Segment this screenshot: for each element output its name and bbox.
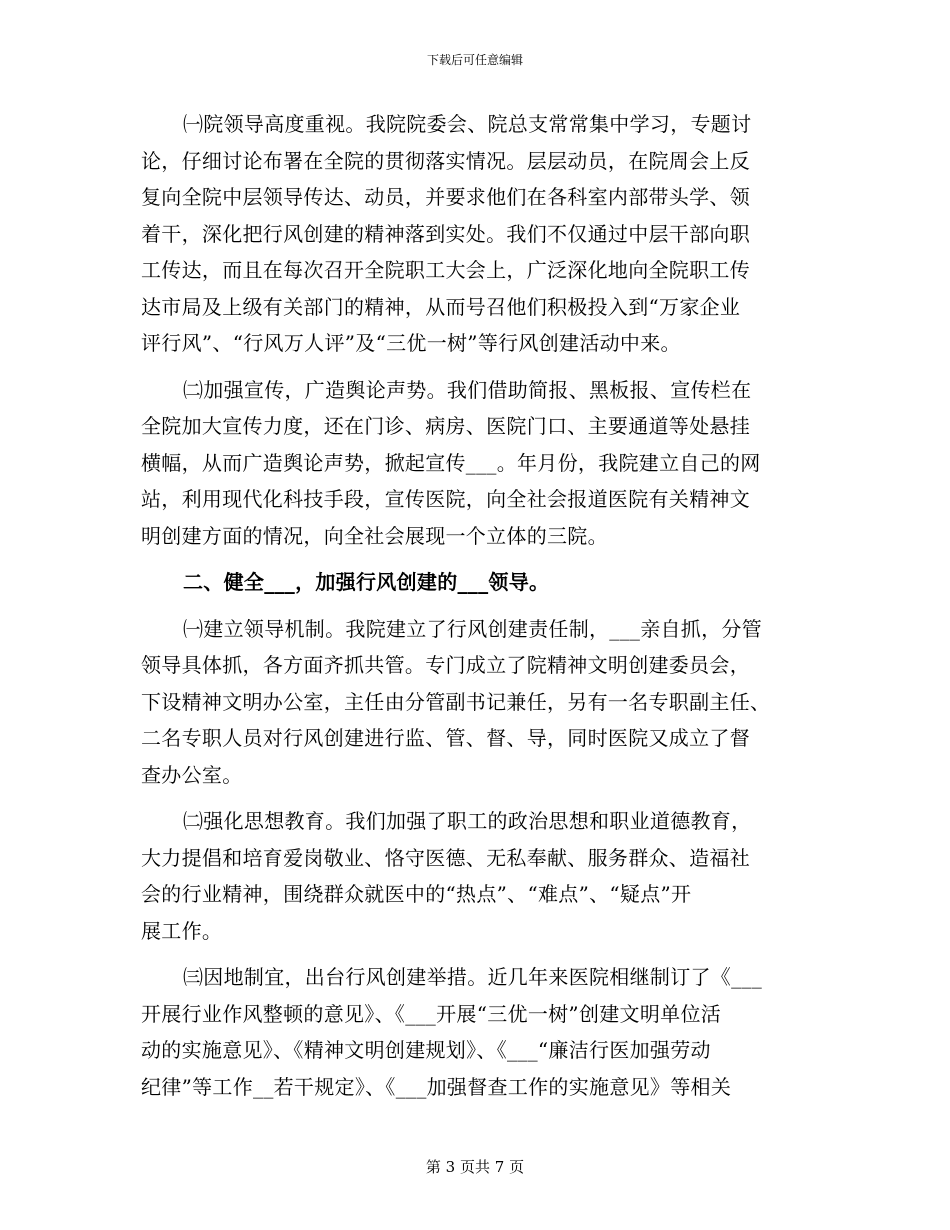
document-body bbox=[141, 106, 801, 1115]
text-line: ㈡加强宣传，广造舆论声势。我们借助简报、黑板报、宣传栏在 bbox=[183, 377, 752, 402]
paragraph-leadership-attention bbox=[141, 106, 801, 362]
text-line: 达市局及上级有关部门的精神，从而号召他们积极投入到“万家企业 bbox=[141, 294, 741, 319]
text-line: ㈢因地制宜，出台行风创建举措。近几年来医院相继制订了《___ bbox=[183, 965, 762, 989]
text-line: 查办公室。 bbox=[141, 762, 243, 787]
text-line: 二名专职人员对行风创建进行监、管、督、导，同时医院又成立了督 bbox=[141, 726, 750, 750]
text-line: ㈠院领导高度重视。我院院委会、院总支常常集中学习，专题讨 bbox=[183, 112, 752, 136]
section-heading bbox=[141, 564, 801, 601]
text-line: 动的实施意见》、《精神文明创建规划》、《___“廉洁行医加强劳动 bbox=[141, 1038, 711, 1062]
page-header: 下载后可任意编辑 bbox=[426, 53, 523, 67]
text-line: 领导具体抓，各方面齐抓共管。专门成立了院精神文明创建委员会， bbox=[141, 653, 750, 677]
section-heading-text: 二、健全___，加强行风创建的___领导。 bbox=[183, 570, 550, 594]
text-line: 开展行业作风整顿的意见》、《___开展“三优一树”创建文明单位活 bbox=[141, 1001, 722, 1026]
text-line: ㈠建立领导机制。我院建立了行风创建责任制，___亲自抓，分管 bbox=[183, 616, 762, 641]
text-line: 站，利用现代化科技手段，宣传医院，向全社会报道医院有关精神文 bbox=[141, 487, 750, 511]
text-line: 会的行业精神，围绕群众就医中的“热点”、“难点”、“疑点”开 bbox=[141, 882, 692, 906]
paragraph-leadership-mechanism bbox=[141, 611, 801, 794]
text-line: ㈡强化思想教育。我们加强了职工的政治思想和职业道德教育， bbox=[183, 809, 752, 833]
text-line: 纪律”等工作__若干规定》、《___加强督查工作的实施意见》等相关 bbox=[141, 1074, 732, 1099]
text-line: 论，仔细讨论布署在全院的贯彻落实情况。层层动员，在院周会上反 bbox=[141, 148, 750, 173]
paragraph-local-measures bbox=[141, 959, 801, 1105]
text-line: 下设精神文明办公室，主任由分管副书记兼任，另有一名专职副主任、 bbox=[141, 689, 771, 714]
text-line: 评行风”、“行风万人评”及“三优一树”等行风创建活动中来。 bbox=[141, 331, 681, 355]
text-line: 大力提倡和培育爱岗敬业、恪守医德、无私奉献、服务群众、造福社 bbox=[141, 845, 750, 870]
text-line: 全院加大宣传力度，还在门诊、病房、医院门口、主要通道等处悬挂 bbox=[141, 414, 750, 438]
page-number-footer: 第 3 页共 7 页 bbox=[425, 1158, 525, 1176]
text-line: 工传达，而且在每次召开全院职工大会上，广泛深化地向全院职工传 bbox=[141, 258, 750, 282]
text-line: 展工作。 bbox=[141, 918, 223, 943]
text-line: 着干，深化把行风创建的精神落到实处。我们不仅通过中层干部向职 bbox=[141, 221, 750, 246]
text-line: 复向全院中层领导传达、动员，并要求他们在各科室内部带头学、领 bbox=[141, 185, 750, 209]
paragraph-ideological-education bbox=[141, 803, 801, 949]
text-line: 明创建方面的情况，向全社会展现一个立体的三院。 bbox=[141, 523, 608, 548]
text-line: 横幅，从而广造舆论声势，掀起宣传___。年月份，我院建立自己的网 bbox=[141, 450, 761, 475]
paragraph-publicity bbox=[141, 372, 801, 555]
